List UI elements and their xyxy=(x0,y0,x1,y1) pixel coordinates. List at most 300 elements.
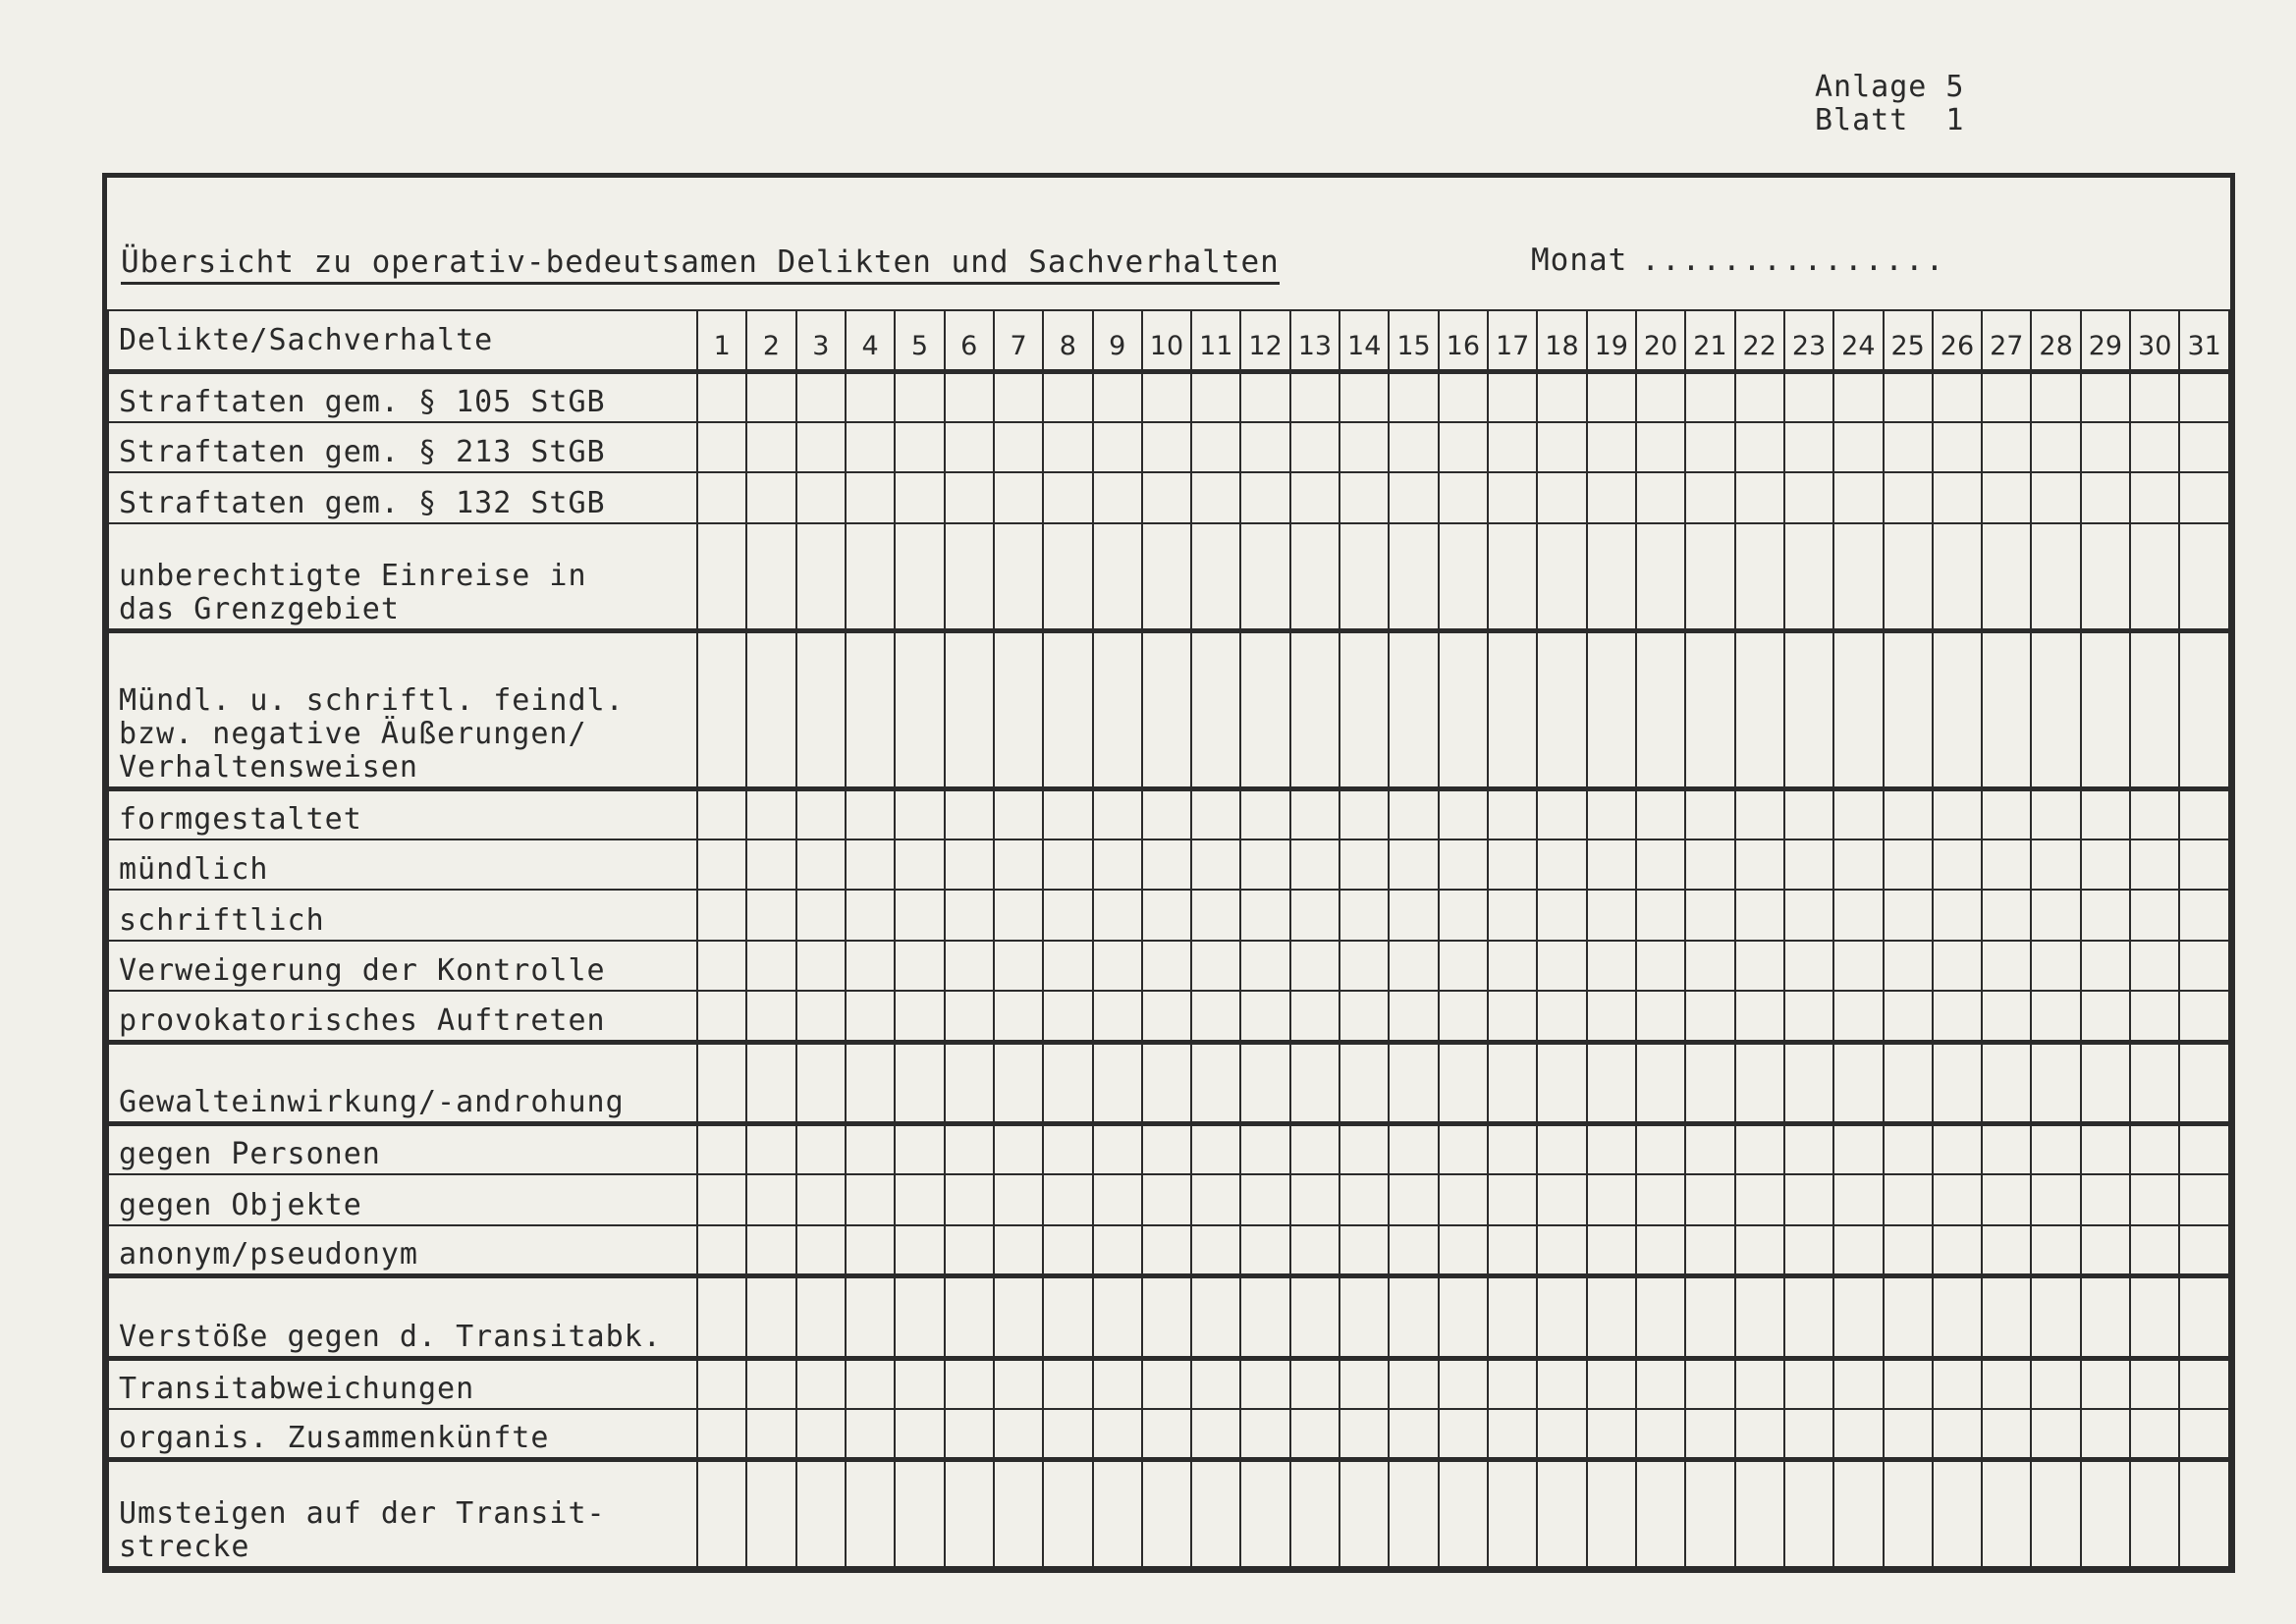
tally-cell[interactable] xyxy=(1833,991,1883,1042)
tally-cell[interactable] xyxy=(1142,788,1191,839)
tally-cell[interactable] xyxy=(2031,1225,2080,1276)
tally-cell[interactable] xyxy=(1636,1358,1685,1409)
tally-cell[interactable] xyxy=(1636,1225,1685,1276)
tally-cell[interactable] xyxy=(1933,1275,1982,1358)
tally-cell[interactable] xyxy=(1784,371,1833,422)
tally-cell[interactable] xyxy=(1191,1275,1240,1358)
tally-cell[interactable] xyxy=(2179,991,2229,1042)
tally-cell[interactable] xyxy=(2081,472,2130,523)
tally-cell[interactable] xyxy=(1636,1174,1685,1225)
tally-cell[interactable] xyxy=(1784,1124,1833,1175)
tally-cell[interactable] xyxy=(945,890,994,941)
tally-cell[interactable] xyxy=(1142,991,1191,1042)
tally-cell[interactable] xyxy=(746,991,795,1042)
tally-cell[interactable] xyxy=(746,472,795,523)
tally-cell[interactable] xyxy=(1191,1042,1240,1124)
tally-cell[interactable] xyxy=(1982,788,2031,839)
tally-cell[interactable] xyxy=(1240,941,1289,992)
tally-cell[interactable] xyxy=(1043,1174,1092,1225)
tally-cell[interactable] xyxy=(1833,630,1883,788)
tally-cell[interactable] xyxy=(1537,1124,1586,1175)
tally-cell[interactable] xyxy=(1636,1409,1685,1460)
tally-cell[interactable] xyxy=(1043,1409,1092,1460)
tally-cell[interactable] xyxy=(1043,630,1092,788)
tally-cell[interactable] xyxy=(846,1358,895,1409)
tally-cell[interactable] xyxy=(1884,941,1933,992)
tally-cell[interactable] xyxy=(1439,371,1488,422)
tally-cell[interactable] xyxy=(1488,422,1537,473)
tally-cell[interactable] xyxy=(2081,371,2130,422)
tally-cell[interactable] xyxy=(994,371,1043,422)
tally-cell[interactable] xyxy=(1093,991,1142,1042)
tally-cell[interactable] xyxy=(1191,1124,1240,1175)
tally-cell[interactable] xyxy=(1735,991,1784,1042)
tally-cell[interactable] xyxy=(1982,1174,2031,1225)
tally-cell[interactable] xyxy=(1587,1124,1636,1175)
tally-cell[interactable] xyxy=(1784,941,1833,992)
tally-cell[interactable] xyxy=(1439,1124,1488,1175)
tally-cell[interactable] xyxy=(1933,523,1982,631)
tally-cell[interactable] xyxy=(1833,1358,1883,1409)
tally-cell[interactable] xyxy=(846,941,895,992)
tally-cell[interactable] xyxy=(746,1275,795,1358)
tally-cell[interactable] xyxy=(1884,1358,1933,1409)
tally-cell[interactable] xyxy=(1537,788,1586,839)
tally-cell[interactable] xyxy=(1636,839,1685,891)
tally-cell[interactable] xyxy=(2031,941,2080,992)
tally-cell[interactable] xyxy=(1884,1275,1933,1358)
tally-cell[interactable] xyxy=(746,839,795,891)
tally-cell[interactable] xyxy=(1439,422,1488,473)
tally-cell[interactable] xyxy=(1290,1275,1339,1358)
tally-cell[interactable] xyxy=(994,1124,1043,1175)
tally-cell[interactable] xyxy=(945,472,994,523)
tally-cell[interactable] xyxy=(2130,630,2179,788)
tally-cell[interactable] xyxy=(945,1225,994,1276)
tally-cell[interactable] xyxy=(796,523,846,631)
tally-cell[interactable] xyxy=(1142,630,1191,788)
tally-cell[interactable] xyxy=(1142,1409,1191,1460)
tally-cell[interactable] xyxy=(1784,788,1833,839)
tally-cell[interactable] xyxy=(1884,1459,1933,1567)
tally-cell[interactable] xyxy=(1982,1124,2031,1175)
tally-cell[interactable] xyxy=(1488,941,1537,992)
tally-cell[interactable] xyxy=(1833,890,1883,941)
tally-cell[interactable] xyxy=(846,1459,895,1567)
tally-cell[interactable] xyxy=(1142,422,1191,473)
tally-cell[interactable] xyxy=(1093,422,1142,473)
tally-cell[interactable] xyxy=(994,788,1043,839)
tally-cell[interactable] xyxy=(1636,788,1685,839)
tally-cell[interactable] xyxy=(945,523,994,631)
tally-cell[interactable] xyxy=(1933,1124,1982,1175)
tally-cell[interactable] xyxy=(895,991,944,1042)
tally-cell[interactable] xyxy=(994,991,1043,1042)
tally-cell[interactable] xyxy=(846,1225,895,1276)
tally-cell[interactable] xyxy=(1587,839,1636,891)
tally-cell[interactable] xyxy=(2179,1275,2229,1358)
tally-cell[interactable] xyxy=(1982,1358,2031,1409)
tally-cell[interactable] xyxy=(1784,991,1833,1042)
tally-cell[interactable] xyxy=(1685,422,1734,473)
tally-cell[interactable] xyxy=(1389,991,1438,1042)
tally-cell[interactable] xyxy=(1537,1042,1586,1124)
tally-cell[interactable] xyxy=(796,1459,846,1567)
tally-cell[interactable] xyxy=(895,1042,944,1124)
tally-cell[interactable] xyxy=(1290,371,1339,422)
tally-cell[interactable] xyxy=(1339,788,1389,839)
tally-cell[interactable] xyxy=(1142,941,1191,992)
tally-cell[interactable] xyxy=(1240,630,1289,788)
tally-cell[interactable] xyxy=(2130,472,2179,523)
tally-cell[interactable] xyxy=(1142,1174,1191,1225)
tally-cell[interactable] xyxy=(2031,422,2080,473)
tally-cell[interactable] xyxy=(1636,371,1685,422)
tally-cell[interactable] xyxy=(1537,472,1586,523)
tally-cell[interactable] xyxy=(1685,788,1734,839)
tally-cell[interactable] xyxy=(1933,422,1982,473)
tally-cell[interactable] xyxy=(1636,523,1685,631)
tally-cell[interactable] xyxy=(1982,1042,2031,1124)
tally-cell[interactable] xyxy=(1488,1358,1537,1409)
tally-cell[interactable] xyxy=(2081,1275,2130,1358)
tally-cell[interactable] xyxy=(1884,523,1933,631)
tally-cell[interactable] xyxy=(1784,630,1833,788)
tally-cell[interactable] xyxy=(697,1459,746,1567)
tally-cell[interactable] xyxy=(1735,1275,1784,1358)
tally-cell[interactable] xyxy=(1142,371,1191,422)
tally-cell[interactable] xyxy=(1982,839,2031,891)
tally-cell[interactable] xyxy=(1389,472,1438,523)
tally-cell[interactable] xyxy=(2179,941,2229,992)
tally-cell[interactable] xyxy=(846,890,895,941)
tally-cell[interactable] xyxy=(2130,788,2179,839)
tally-cell[interactable] xyxy=(1685,472,1734,523)
tally-cell[interactable] xyxy=(1339,1275,1389,1358)
tally-cell[interactable] xyxy=(1290,1042,1339,1124)
tally-cell[interactable] xyxy=(1685,1275,1734,1358)
tally-cell[interactable] xyxy=(746,788,795,839)
tally-cell[interactable] xyxy=(1240,1409,1289,1460)
tally-cell[interactable] xyxy=(697,523,746,631)
tally-cell[interactable] xyxy=(1191,788,1240,839)
tally-cell[interactable] xyxy=(945,788,994,839)
tally-cell[interactable] xyxy=(697,1275,746,1358)
tally-cell[interactable] xyxy=(1191,523,1240,631)
tally-cell[interactable] xyxy=(1933,839,1982,891)
tally-cell[interactable] xyxy=(1735,839,1784,891)
tally-cell[interactable] xyxy=(1636,941,1685,992)
tally-cell[interactable] xyxy=(1784,422,1833,473)
tally-cell[interactable] xyxy=(1982,941,2031,992)
tally-cell[interactable] xyxy=(1439,839,1488,891)
tally-cell[interactable] xyxy=(1636,890,1685,941)
tally-cell[interactable] xyxy=(1636,630,1685,788)
tally-cell[interactable] xyxy=(1339,1225,1389,1276)
tally-cell[interactable] xyxy=(697,788,746,839)
tally-cell[interactable] xyxy=(895,1459,944,1567)
tally-cell[interactable] xyxy=(2081,890,2130,941)
tally-cell[interactable] xyxy=(1339,523,1389,631)
tally-cell[interactable] xyxy=(1389,1174,1438,1225)
tally-cell[interactable] xyxy=(1784,1275,1833,1358)
tally-cell[interactable] xyxy=(1488,523,1537,631)
tally-cell[interactable] xyxy=(2179,1124,2229,1175)
tally-cell[interactable] xyxy=(697,1409,746,1460)
tally-cell[interactable] xyxy=(2130,991,2179,1042)
tally-cell[interactable] xyxy=(1093,890,1142,941)
tally-cell[interactable] xyxy=(1735,941,1784,992)
tally-cell[interactable] xyxy=(1784,890,1833,941)
tally-cell[interactable] xyxy=(2179,523,2229,631)
tally-cell[interactable] xyxy=(1240,991,1289,1042)
tally-cell[interactable] xyxy=(796,1042,846,1124)
tally-cell[interactable] xyxy=(746,1174,795,1225)
tally-cell[interactable] xyxy=(2081,1174,2130,1225)
tally-cell[interactable] xyxy=(1389,1225,1438,1276)
tally-cell[interactable] xyxy=(1587,1225,1636,1276)
tally-cell[interactable] xyxy=(1537,1358,1586,1409)
tally-cell[interactable] xyxy=(1884,839,1933,891)
tally-cell[interactable] xyxy=(1833,472,1883,523)
tally-cell[interactable] xyxy=(1982,1409,2031,1460)
tally-cell[interactable] xyxy=(1884,890,1933,941)
tally-cell[interactable] xyxy=(895,890,944,941)
tally-cell[interactable] xyxy=(1191,890,1240,941)
tally-cell[interactable] xyxy=(1784,839,1833,891)
tally-cell[interactable] xyxy=(1290,630,1339,788)
tally-cell[interactable] xyxy=(2081,839,2130,891)
tally-cell[interactable] xyxy=(2130,1409,2179,1460)
tally-cell[interactable] xyxy=(796,1409,846,1460)
tally-cell[interactable] xyxy=(1488,1409,1537,1460)
tally-cell[interactable] xyxy=(1439,1225,1488,1276)
tally-cell[interactable] xyxy=(1389,371,1438,422)
tally-cell[interactable] xyxy=(1191,1225,1240,1276)
tally-cell[interactable] xyxy=(796,1174,846,1225)
tally-cell[interactable] xyxy=(2130,1225,2179,1276)
tally-cell[interactable] xyxy=(1389,630,1438,788)
tally-cell[interactable] xyxy=(796,1124,846,1175)
tally-cell[interactable] xyxy=(1537,991,1586,1042)
tally-cell[interactable] xyxy=(796,1275,846,1358)
tally-cell[interactable] xyxy=(1884,991,1933,1042)
tally-cell[interactable] xyxy=(2031,472,2080,523)
tally-cell[interactable] xyxy=(994,941,1043,992)
tally-cell[interactable] xyxy=(2081,788,2130,839)
tally-cell[interactable] xyxy=(2031,1358,2080,1409)
tally-cell[interactable] xyxy=(2031,523,2080,631)
tally-cell[interactable] xyxy=(1339,941,1389,992)
tally-cell[interactable] xyxy=(746,1042,795,1124)
tally-cell[interactable] xyxy=(846,422,895,473)
tally-cell[interactable] xyxy=(945,991,994,1042)
tally-cell[interactable] xyxy=(1093,630,1142,788)
tally-cell[interactable] xyxy=(1488,1124,1537,1175)
tally-cell[interactable] xyxy=(1685,991,1734,1042)
tally-cell[interactable] xyxy=(1933,1358,1982,1409)
tally-cell[interactable] xyxy=(1537,839,1586,891)
tally-cell[interactable] xyxy=(945,1042,994,1124)
tally-cell[interactable] xyxy=(1439,890,1488,941)
tally-cell[interactable] xyxy=(2130,941,2179,992)
tally-cell[interactable] xyxy=(1290,1409,1339,1460)
tally-cell[interactable] xyxy=(1043,422,1092,473)
tally-cell[interactable] xyxy=(1389,1275,1438,1358)
tally-cell[interactable] xyxy=(1142,523,1191,631)
tally-cell[interactable] xyxy=(746,371,795,422)
tally-cell[interactable] xyxy=(1833,422,1883,473)
tally-cell[interactable] xyxy=(1537,1174,1586,1225)
tally-cell[interactable] xyxy=(1240,371,1289,422)
tally-cell[interactable] xyxy=(1339,1459,1389,1567)
tally-cell[interactable] xyxy=(846,630,895,788)
tally-cell[interactable] xyxy=(846,1174,895,1225)
tally-cell[interactable] xyxy=(1884,1042,1933,1124)
tally-cell[interactable] xyxy=(2130,839,2179,891)
tally-cell[interactable] xyxy=(945,941,994,992)
tally-cell[interactable] xyxy=(1389,1409,1438,1460)
tally-cell[interactable] xyxy=(1685,1042,1734,1124)
tally-cell[interactable] xyxy=(1833,1174,1883,1225)
tally-cell[interactable] xyxy=(1636,991,1685,1042)
tally-cell[interactable] xyxy=(2031,1124,2080,1175)
tally-cell[interactable] xyxy=(895,422,944,473)
tally-cell[interactable] xyxy=(2130,523,2179,631)
tally-cell[interactable] xyxy=(1537,371,1586,422)
tally-cell[interactable] xyxy=(1587,371,1636,422)
tally-cell[interactable] xyxy=(796,839,846,891)
tally-cell[interactable] xyxy=(1784,1358,1833,1409)
tally-cell[interactable] xyxy=(994,1358,1043,1409)
tally-cell[interactable] xyxy=(697,371,746,422)
tally-cell[interactable] xyxy=(1685,839,1734,891)
tally-cell[interactable] xyxy=(1833,1459,1883,1567)
tally-cell[interactable] xyxy=(2179,422,2229,473)
tally-cell[interactable] xyxy=(1933,941,1982,992)
tally-cell[interactable] xyxy=(1982,1459,2031,1567)
tally-cell[interactable] xyxy=(1982,1275,2031,1358)
tally-cell[interactable] xyxy=(1093,1174,1142,1225)
tally-cell[interactable] xyxy=(1488,1174,1537,1225)
tally-cell[interactable] xyxy=(1439,991,1488,1042)
tally-cell[interactable] xyxy=(697,1225,746,1276)
tally-cell[interactable] xyxy=(1784,1174,1833,1225)
tally-cell[interactable] xyxy=(1142,1459,1191,1567)
tally-cell[interactable] xyxy=(1685,890,1734,941)
tally-cell[interactable] xyxy=(1587,1459,1636,1567)
tally-cell[interactable] xyxy=(1587,1358,1636,1409)
tally-cell[interactable] xyxy=(697,1042,746,1124)
tally-cell[interactable] xyxy=(1290,1459,1339,1567)
tally-cell[interactable] xyxy=(2031,991,2080,1042)
tally-cell[interactable] xyxy=(1933,890,1982,941)
tally-cell[interactable] xyxy=(1488,1042,1537,1124)
tally-cell[interactable] xyxy=(1537,1459,1586,1567)
tally-cell[interactable] xyxy=(846,523,895,631)
tally-cell[interactable] xyxy=(1587,1042,1636,1124)
tally-cell[interactable] xyxy=(1884,1409,1933,1460)
tally-cell[interactable] xyxy=(2031,890,2080,941)
tally-cell[interactable] xyxy=(895,1174,944,1225)
tally-cell[interactable] xyxy=(1389,1124,1438,1175)
tally-cell[interactable] xyxy=(895,941,944,992)
tally-cell[interactable] xyxy=(2179,1459,2229,1567)
tally-cell[interactable] xyxy=(895,839,944,891)
tally-cell[interactable] xyxy=(1093,1459,1142,1567)
tally-cell[interactable] xyxy=(945,839,994,891)
tally-cell[interactable] xyxy=(1339,472,1389,523)
tally-cell[interactable] xyxy=(1191,371,1240,422)
tally-cell[interactable] xyxy=(1439,1358,1488,1409)
tally-cell[interactable] xyxy=(1636,1459,1685,1567)
tally-cell[interactable] xyxy=(2179,371,2229,422)
tally-cell[interactable] xyxy=(1784,1042,1833,1124)
tally-cell[interactable] xyxy=(994,1459,1043,1567)
tally-cell[interactable] xyxy=(1043,788,1092,839)
tally-cell[interactable] xyxy=(1093,472,1142,523)
tally-cell[interactable] xyxy=(1685,371,1734,422)
tally-cell[interactable] xyxy=(1784,523,1833,631)
tally-cell[interactable] xyxy=(895,371,944,422)
tally-cell[interactable] xyxy=(1982,472,2031,523)
tally-cell[interactable] xyxy=(1488,1275,1537,1358)
tally-cell[interactable] xyxy=(2031,1459,2080,1567)
tally-cell[interactable] xyxy=(945,1174,994,1225)
tally-cell[interactable] xyxy=(1043,1225,1092,1276)
tally-cell[interactable] xyxy=(697,472,746,523)
tally-cell[interactable] xyxy=(1240,422,1289,473)
tally-cell[interactable] xyxy=(1735,1358,1784,1409)
tally-cell[interactable] xyxy=(1389,941,1438,992)
tally-cell[interactable] xyxy=(1735,472,1784,523)
tally-cell[interactable] xyxy=(2179,1409,2229,1460)
tally-cell[interactable] xyxy=(697,890,746,941)
tally-cell[interactable] xyxy=(1093,1409,1142,1460)
tally-cell[interactable] xyxy=(1240,523,1289,631)
tally-cell[interactable] xyxy=(1735,1174,1784,1225)
tally-cell[interactable] xyxy=(2031,630,2080,788)
tally-cell[interactable] xyxy=(2081,523,2130,631)
tally-cell[interactable] xyxy=(1142,1358,1191,1409)
tally-cell[interactable] xyxy=(1290,890,1339,941)
tally-cell[interactable] xyxy=(1043,371,1092,422)
tally-cell[interactable] xyxy=(2081,422,2130,473)
tally-cell[interactable] xyxy=(1240,890,1289,941)
tally-cell[interactable] xyxy=(1636,422,1685,473)
tally-cell[interactable] xyxy=(1093,371,1142,422)
tally-cell[interactable] xyxy=(1290,991,1339,1042)
tally-cell[interactable] xyxy=(2179,1358,2229,1409)
tally-cell[interactable] xyxy=(1240,472,1289,523)
tally-cell[interactable] xyxy=(2081,1459,2130,1567)
tally-cell[interactable] xyxy=(1339,1358,1389,1409)
tally-cell[interactable] xyxy=(796,1358,846,1409)
tally-cell[interactable] xyxy=(1339,991,1389,1042)
tally-cell[interactable] xyxy=(1685,941,1734,992)
tally-cell[interactable] xyxy=(1290,788,1339,839)
tally-cell[interactable] xyxy=(1093,941,1142,992)
tally-cell[interactable] xyxy=(1735,630,1784,788)
tally-cell[interactable] xyxy=(1093,1358,1142,1409)
tally-cell[interactable] xyxy=(697,941,746,992)
tally-cell[interactable] xyxy=(697,1358,746,1409)
tally-cell[interactable] xyxy=(1191,422,1240,473)
tally-cell[interactable] xyxy=(2031,839,2080,891)
tally-cell[interactable] xyxy=(1537,1225,1586,1276)
tally-cell[interactable] xyxy=(1587,890,1636,941)
tally-cell[interactable] xyxy=(1833,1225,1883,1276)
